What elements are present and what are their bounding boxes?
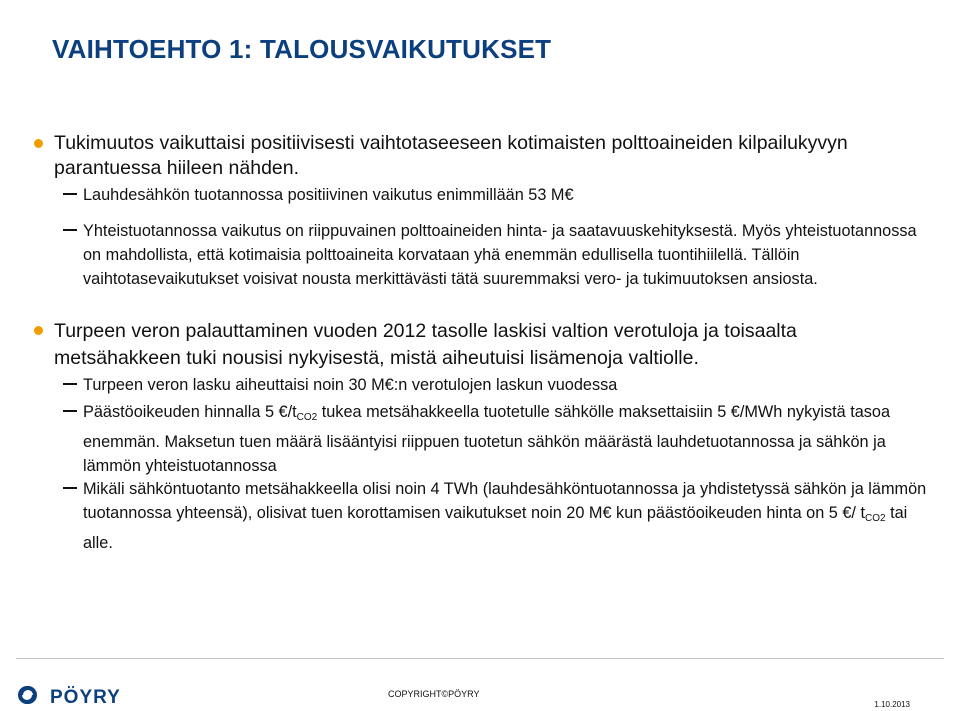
dash-icon	[63, 383, 77, 385]
sub-text: Turpeen veron lasku aiheuttaisi noin 30 M€:n verotulojen laskun vuodessa	[83, 376, 618, 394]
poyry-logo	[16, 683, 140, 707]
footer-divider	[16, 658, 944, 659]
bullet-dot-icon	[34, 326, 43, 335]
footer-date: 1.10.2013	[874, 700, 910, 709]
logo-text: PÖYRY	[50, 687, 121, 707]
bullet-item	[34, 131, 924, 181]
dash-icon	[63, 410, 77, 412]
sub-text: Lauhdesähkön tuotannossa positiivinen vaikutus enimmillään 53 M€	[83, 186, 574, 204]
sub-item	[63, 477, 933, 555]
bullet-text: Turpeen veron palauttaminen vuoden 2012 tasolle laskisi valtion verotuloja ja toisaalta metsähakkeen tuki nousisi nykyisestä, mistä aiheutuisi lisämenoja valtiolle.	[54, 320, 797, 369]
sub-text: Yhteistuotannossa vaikutus on riippuvainen polttoaineiden hinta- ja saatavuuskehityksestä. Myös yhteistuotannossa on mahdollista, että kotimaisia polttoaineita korvataan yhä enemmän edullisella tuontihiilellä. Tällöin vaihtotasevaikutukset voisivat nousta merkittävästi tätä suuremmaksi vero- ja tukimuutoksen ansiosta.	[83, 222, 917, 288]
sub-text: Päästöoikeuden hinnalla 5 $€/t_{CO2}$ tukea metsähakkeella tuotetulle sähkölle maksettaisiin 5 €/MWh nykyistä tasoa enemmän. Maksetun tuen määrä lisääntyisi riippuen tuotetun sähkön määrästä lauhdetuotannossa ja sähkön ja lämmön yhteistuotannossa	[83, 403, 891, 475]
dash-icon	[63, 193, 77, 195]
bullet-dot-icon	[34, 139, 43, 148]
sub-text: Mikäli sähköntuotanto metsähakkeella olisi noin 4 TWh (lauhdesähköntuotannossa ja yhdistetyssä sähkön ja lämmön tuotannossa yhteensä), olisivat tuen korottamisen vaikutukset noin 20 M€ kun päästöoikeuden hinta on 5 €/ $t_{CO2}$ tai alle.	[83, 480, 927, 552]
bullet-text: Tukimuutos vaikuttaisi positiivisesti vaihtotaseeseen kotimaisten polttoaineiden kilpailukyvyn parantuessa hiileen nähden.	[54, 132, 848, 179]
bullet-item	[34, 318, 924, 372]
copyright-text: COPYRIGHT©PÖYRY	[388, 689, 480, 699]
sub-item	[63, 400, 933, 478]
slide-title: VAIHTOEHTO 1: TALOUSVAIKUTUKSET	[52, 34, 552, 64]
dash-icon	[63, 487, 77, 489]
sub-item	[63, 219, 933, 291]
sub-item	[63, 183, 933, 207]
sub-item	[63, 373, 933, 397]
dash-icon	[63, 229, 77, 231]
